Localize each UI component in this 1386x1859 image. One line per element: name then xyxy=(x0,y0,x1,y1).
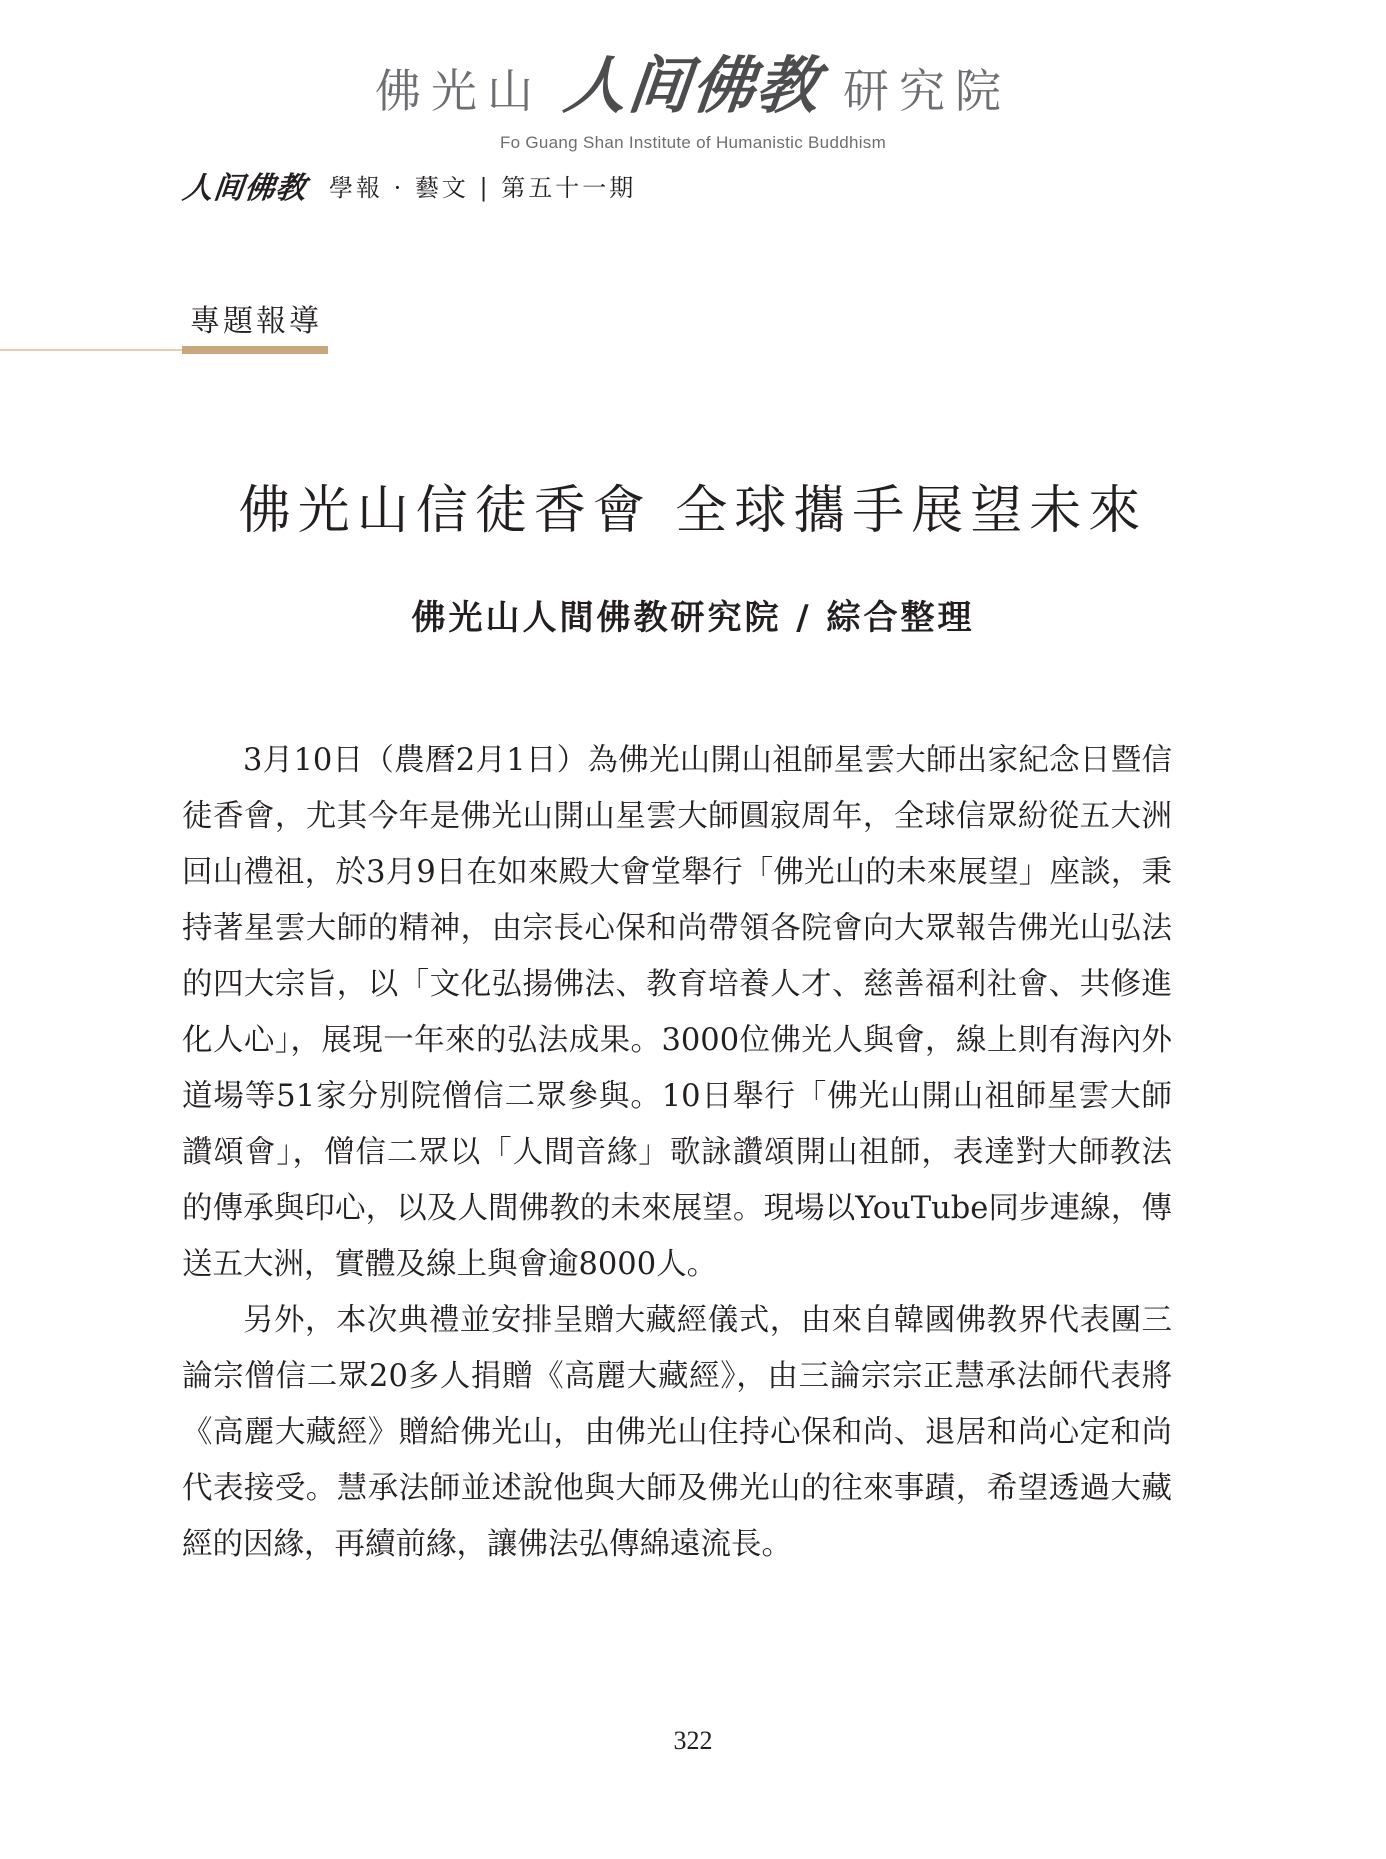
section-label: 專題報導 xyxy=(190,304,322,339)
masthead xyxy=(0,36,1386,153)
article-byline: 佛光山人間佛教研究院 / 綜合整理 xyxy=(411,598,975,638)
paragraph: 另外，本次典禮並安排呈贈大藏經儀式，由來自韓國佛教界代表團三論宗僧信二眾20多人捐贈《高麗大藏經》，由三論宗宗正慧承法師代表將《高麗大藏經》贈給佛光山，由佛光山住持心保和尚、退居和尚心定和尚代表接受。慧承法師並述說他與大師及佛光山的往來事蹟，希望透過大藏經的因緣，再續前緣，讓佛法弘傳綿遠流長。 xyxy=(182,1303,1172,1562)
article-body xyxy=(182,733,1172,1573)
article-title: 佛光山信徒香會 全球攜手展望未來 xyxy=(238,481,1148,541)
journal-logo: 人间佛教 xyxy=(180,171,309,206)
section-underline xyxy=(182,346,328,354)
institute-english-name: Fo Guang Shan Institute of Humanistic Buddhism xyxy=(499,133,887,152)
logo-right-text: 研究院 xyxy=(843,64,1011,118)
logo-brush-text: 人间佛教 xyxy=(560,49,825,122)
institute-logo xyxy=(375,36,1011,125)
paragraph: 3月10日（農曆2月1日）為佛光山開山祖師星雲大師出家紀念日暨信徒香會，尤其今年是佛光山開山星雲大師圓寂周年，全球信眾紛從五大洲回山禮祖，於3月9日在如來殿大會堂舉行「佛光山的未來展望」座談，秉持著星雲大師的精神，由宗長心保和尚帶領各院會向大眾報告佛光山弘法的四大宗旨，以「文化弘揚佛法、教育培養人才、慈善福利社會、共修進化人心」，展現一年來的弘法成果。3000位佛光人與會，線上則有海內外道場等51家分別院僧信二眾參與。10日舉行「佛光山開山祖師星雲大師讚頌會」，僧信二眾以「人間音緣」歌詠讚頌開山祖師，表達對大師教法的傳承與印心，以及人間佛教的未來展望。現場以YouTube同步連線，傳送五大洲，實體及線上與會逾8000人。 xyxy=(182,743,1172,1282)
journal-issue: 學報 · 藝文 | 第五十一期 xyxy=(329,173,637,202)
journal-header xyxy=(180,163,637,207)
page-number: 322 xyxy=(673,1726,713,1755)
logo-left-text: 佛光山 xyxy=(374,64,543,118)
